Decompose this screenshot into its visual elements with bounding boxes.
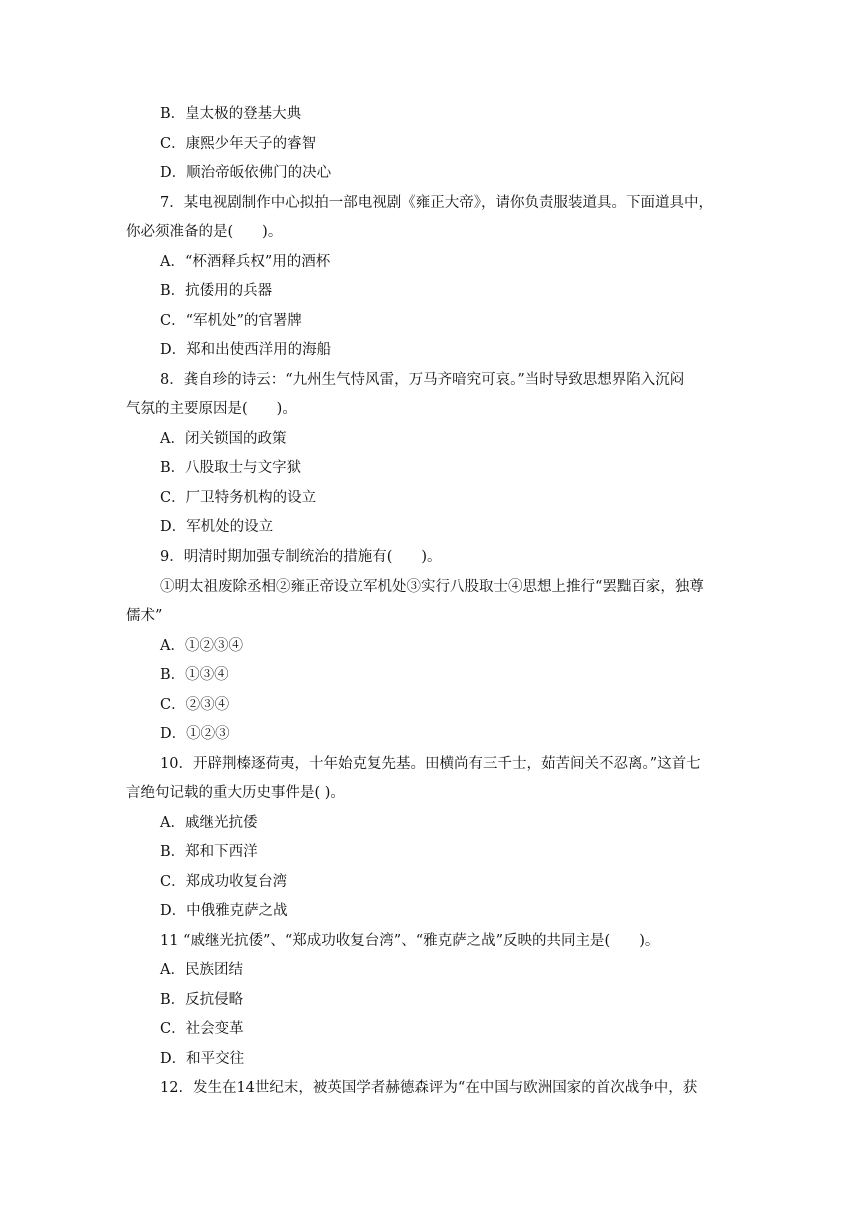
question-9-items-cont: 儒术” [126, 608, 163, 624]
option-9c: C．②③④ [160, 697, 230, 713]
option-10d: D．中俄雅克萨之战 [160, 903, 288, 919]
option-7b: B．抗倭用的兵器 [160, 283, 273, 299]
option-8a: A．闭关锁国的政策 [160, 431, 287, 447]
option-6d: D．顺治帝皈依佛门的决心 [160, 165, 332, 181]
option-7d: D．郑和出使西洋用的海船 [160, 342, 332, 358]
question-7-stem: 7．某电视剧制作中心拟拍一部电视剧《雍正大帝》，请你负责服装道具。下面道具中， [160, 195, 713, 211]
question-10-stem: 10．开辟荆榛逐荷夷，十年始克复先基。田横尚有三千士，茹苦间关不忍离。”这首七 [160, 756, 701, 772]
option-8d: D．军机处的设立 [160, 519, 274, 535]
option-11a: A．民族团结 [160, 962, 243, 978]
option-10a: A．戚继光抗倭 [160, 815, 258, 831]
option-9b: B．①③④ [160, 667, 229, 683]
option-8b: B．八股取士与文字狱 [160, 460, 302, 476]
question-8-stem: 8．龚自珍的诗云：“九州生气恃风雷，万马齐喑究可哀。”当时导致思想界陷入沉闷 [160, 372, 685, 388]
option-11d: D．和平交往 [160, 1051, 245, 1067]
question-12-stem: 12．发生在14世纪末，被英国学者赫德森评为“在中国与欧洲国家的首次战争中，获 [160, 1080, 698, 1096]
question-7-stem-cont: 你必须准备的是( )。 [126, 224, 283, 240]
option-6c: C．康熙少年天子的睿智 [160, 136, 317, 152]
option-11c: C．社会变革 [160, 1021, 244, 1037]
option-9d: D．①②③ [160, 726, 230, 742]
option-11b: B．反抗侵略 [160, 992, 244, 1008]
option-9a: A．①②③④ [160, 638, 243, 654]
option-10b: B．郑和下西洋 [160, 844, 258, 860]
question-9-items: ①明太祖废除丞相②雍正帝设立军机处③实行八股取士④思想上推行“罢黜百家，独尊 [160, 579, 704, 595]
option-8c: C．厂卫特务机构的设立 [160, 490, 317, 506]
option-7a: A．“杯酒释兵权”用的酒杯 [160, 254, 331, 270]
option-6b: B．皇太极的登基大典 [160, 106, 302, 122]
question-8-stem-cont: 气氛的主要原因是( )。 [126, 401, 297, 417]
question-9-stem: 9．明清时期加强专制统治的措施有( )。 [160, 549, 442, 565]
option-7c: C．“军机处”的官署牌 [160, 313, 302, 329]
question-10-stem-cont: 言绝句记载的重大历史事件是( )。 [126, 785, 345, 801]
option-10c: C．郑成功收复台湾 [160, 874, 288, 890]
question-11-stem: 11 “戚继光抗倭”、“郑成功收复台湾”、“雅克萨之战”反映的共同主是( )。 [160, 933, 660, 949]
